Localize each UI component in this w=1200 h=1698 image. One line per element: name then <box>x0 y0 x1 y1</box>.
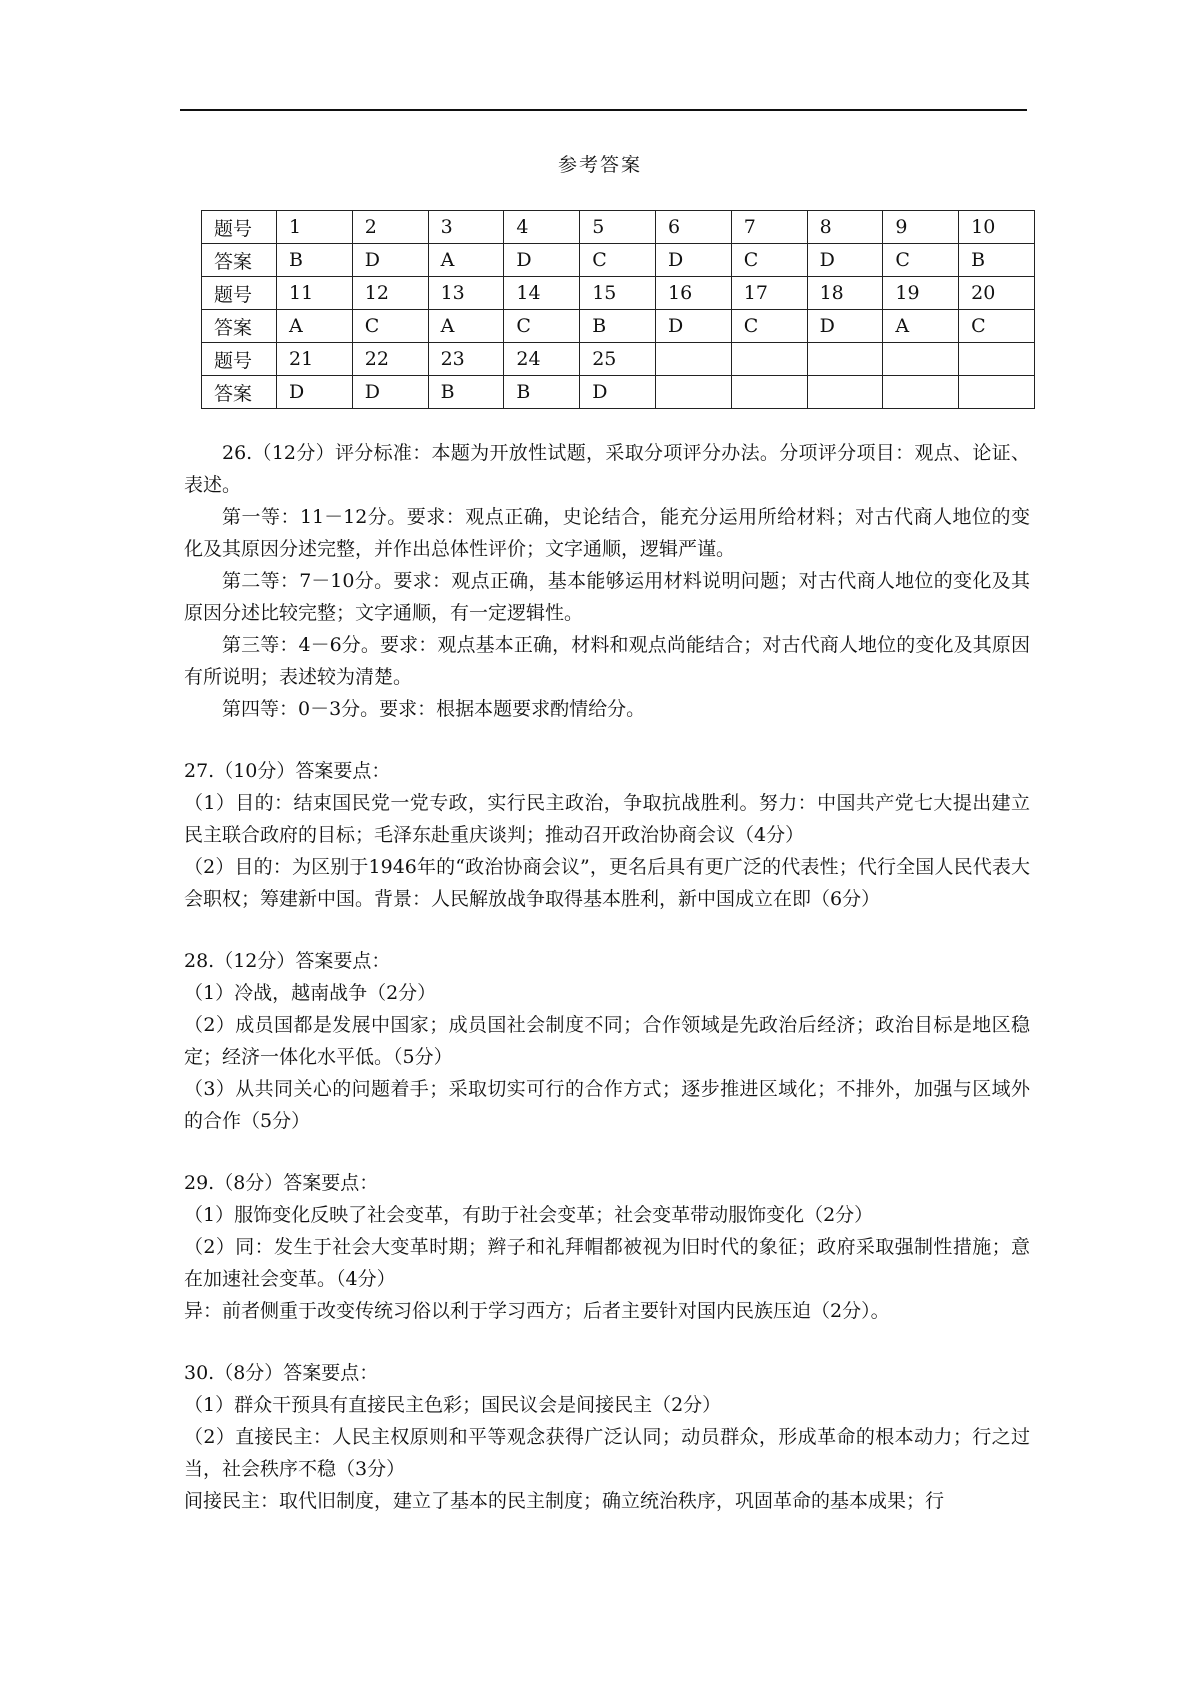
table-cell <box>731 343 807 376</box>
table-cell <box>883 376 959 409</box>
table-cell: C <box>731 244 807 277</box>
q26-grade-4: 第四等：0－3分。要求：根据本题要求酌情给分。 <box>222 698 646 720</box>
table-cell: 5 <box>580 211 656 244</box>
q26-intro: 26.（12分）评分标准：本题为开放性试题，采取分项评分办法。分项评分项目：观点、论证、表述。 <box>184 442 1030 496</box>
q26-grade-2: 第二等：7－10分。要求：观点正确，基本能够运用材料说明问题；对古代商人地位的变化及其原因分述比较完整；文字通顺，有一定逻辑性。 <box>184 570 1030 624</box>
table-row <box>202 343 1035 376</box>
table-cell: B <box>428 376 504 409</box>
table-cell: A <box>883 310 959 343</box>
table-cell: 8 <box>807 211 883 244</box>
q27-part-1: （1）目的：结束国民党一党专政，实行民主政治，争取抗战胜利。努力：中国共产党七大提出建立民主联合政府的目标；毛泽东赴重庆谈判；推动召开政治协商会议（4分） <box>184 792 1030 846</box>
table-cell: D <box>580 376 656 409</box>
table-cell: 23 <box>428 343 504 376</box>
table-cell: B <box>504 376 580 409</box>
table-cell: C <box>959 310 1035 343</box>
table-cell: 19 <box>883 277 959 310</box>
table-cell <box>959 376 1035 409</box>
table-cell: 17 <box>731 277 807 310</box>
table-cell <box>959 343 1035 376</box>
table-cell: D <box>655 310 731 343</box>
table-cell: D <box>807 244 883 277</box>
row-header-cell: 答案 <box>202 244 277 277</box>
table-cell <box>655 376 731 409</box>
table-cell: 15 <box>580 277 656 310</box>
table-cell: 14 <box>504 277 580 310</box>
question-26 <box>184 437 1030 725</box>
table-cell: D <box>352 376 428 409</box>
table-cell <box>807 343 883 376</box>
table-cell: 18 <box>807 277 883 310</box>
row-header-cell: 题号 <box>202 343 277 376</box>
table-cell <box>807 376 883 409</box>
q28-part-1: （1）冷战，越南战争（2分） <box>184 982 437 1004</box>
table-cell: B <box>277 244 353 277</box>
table-cell: D <box>277 376 353 409</box>
q26-grade-3: 第三等：4－6分。要求：观点基本正确，材料和观点尚能结合；对古代商人地位的变化及其原因有所说明；表述较为清楚。 <box>184 634 1030 688</box>
table-cell <box>883 343 959 376</box>
table-cell: 12 <box>352 277 428 310</box>
table-cell: 10 <box>959 211 1035 244</box>
answer-explanations <box>184 437 1030 1517</box>
table-cell: A <box>428 244 504 277</box>
q28-part-3: （3）从共同关心的问题着手；采取切实可行的合作方式；逐步推进区域化；不排外，加强与区域外的合作（5分） <box>184 1078 1030 1132</box>
row-header-cell: 答案 <box>202 376 277 409</box>
question-29 <box>184 1167 1030 1327</box>
header-rule <box>180 109 1027 111</box>
table-cell: 11 <box>277 277 353 310</box>
table-cell: D <box>352 244 428 277</box>
table-cell: A <box>277 310 353 343</box>
table-cell: D <box>807 310 883 343</box>
q28-heading: 28.（12分）答案要点： <box>184 950 391 972</box>
table-cell: B <box>959 244 1035 277</box>
table-cell: 16 <box>655 277 731 310</box>
table-row <box>202 277 1035 310</box>
table-cell: 20 <box>959 277 1035 310</box>
question-28 <box>184 945 1030 1137</box>
table-row <box>202 310 1035 343</box>
table-cell: 6 <box>655 211 731 244</box>
table-cell: 21 <box>277 343 353 376</box>
table-cell: 22 <box>352 343 428 376</box>
q29-heading: 29.（8分）答案要点： <box>184 1172 379 1194</box>
table-cell: 1 <box>277 211 353 244</box>
q27-heading: 27.（10分）答案要点： <box>184 760 391 782</box>
table-cell: 3 <box>428 211 504 244</box>
q26-grade-1: 第一等：11－12分。要求：观点正确，史论结合，能充分运用所给材料；对古代商人地位的变化及其原因分述完整，并作出总体性评价；文字通顺，逻辑严谨。 <box>184 506 1030 560</box>
table-cell: C <box>504 310 580 343</box>
row-header-cell: 题号 <box>202 211 277 244</box>
table-cell: 7 <box>731 211 807 244</box>
q29-part-3: 异：前者侧重于改变传统习俗以利于学习西方；后者主要针对国内民族压迫（2分）。 <box>184 1300 890 1322</box>
q29-part-2: （2）同：发生于社会大变革时期；辫子和礼拜帽都被视为旧时代的象征；政府采取强制性措施；意在加速社会变革。（4分） <box>184 1236 1030 1290</box>
q28-part-2: （2）成员国都是发展中国家；成员国社会制度不同；合作领域是先政治后经济；政治目标是地区稳定；经济一体化水平低。（5分） <box>184 1014 1030 1068</box>
table-row <box>202 211 1035 244</box>
table-cell: B <box>580 310 656 343</box>
q30-part-3: 间接民主：取代旧制度，建立了基本的民主制度；确立统治秩序，巩固革命的基本成果；行 <box>184 1490 945 1512</box>
table-cell: 2 <box>352 211 428 244</box>
table-cell: A <box>428 310 504 343</box>
q29-part-1: （1）服饰变化反映了社会变革，有助于社会变革；社会变革带动服饰变化（2分） <box>184 1204 874 1226</box>
table-cell: 24 <box>504 343 580 376</box>
answer-table <box>201 210 1035 409</box>
q27-part-2: （2）目的：为区别于1946年的“政治协商会议”，更名后具有更广泛的代表性；代行全国人民代表大会职权；筹建新中国。背景：人民解放战争取得基本胜利，新中国成立在即（6分） <box>184 856 1030 910</box>
table-cell: 4 <box>504 211 580 244</box>
row-header-cell: 题号 <box>202 277 277 310</box>
q30-heading: 30.（8分）答案要点： <box>184 1362 379 1384</box>
table-cell: D <box>504 244 580 277</box>
page-title: 参考答案 <box>557 154 642 176</box>
table-cell <box>655 343 731 376</box>
table-cell: 9 <box>883 211 959 244</box>
table-cell: C <box>883 244 959 277</box>
table-row <box>202 376 1035 409</box>
question-30 <box>184 1357 1030 1517</box>
table-cell: C <box>580 244 656 277</box>
table-row <box>202 244 1035 277</box>
table-cell: 25 <box>580 343 656 376</box>
table-cell: D <box>655 244 731 277</box>
q30-part-1: （1）群众干预具有直接民主色彩；国民议会是间接民主（2分） <box>184 1394 722 1416</box>
table-cell: C <box>731 310 807 343</box>
q30-part-2: （2）直接民主：人民主权原则和平等观念获得广泛认同；动员群众，形成革命的根本动力；行之过当，社会秩序不稳（3分） <box>184 1426 1030 1480</box>
table-cell: C <box>352 310 428 343</box>
row-header-cell: 答案 <box>202 310 277 343</box>
table-cell: 13 <box>428 277 504 310</box>
question-27 <box>184 755 1030 915</box>
table-cell <box>731 376 807 409</box>
